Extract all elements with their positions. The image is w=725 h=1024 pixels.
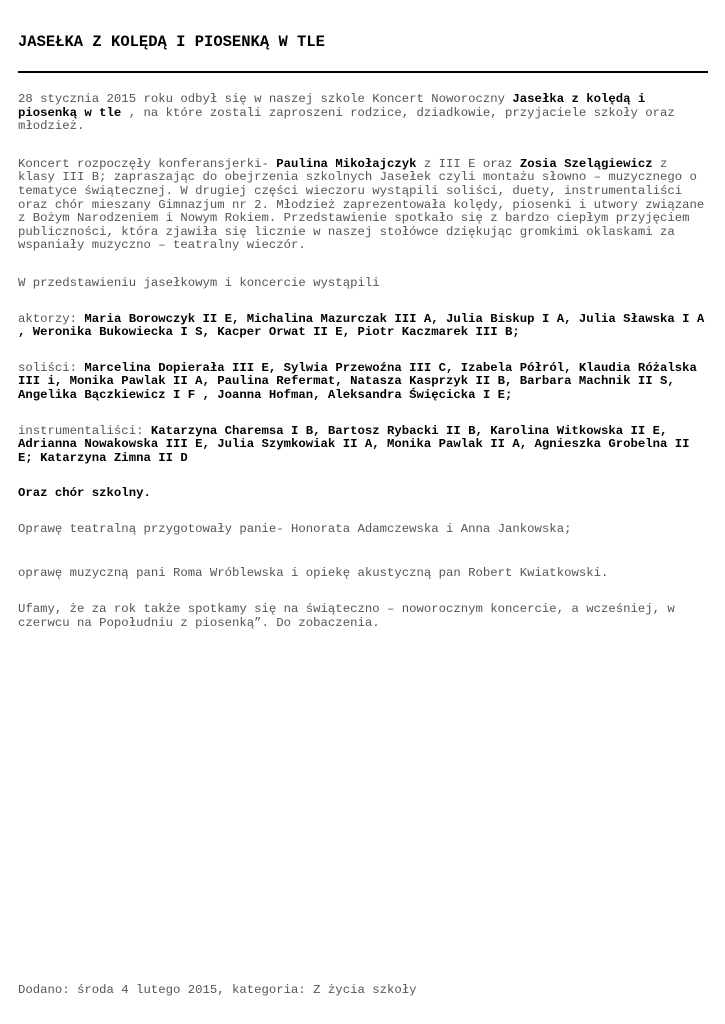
soloists-label: soliści: <box>18 360 85 375</box>
actors-label: aktorzy: <box>18 311 85 326</box>
music-design-paragraph: oprawę muzyczną pani Roma Wróblewska i opiekę akustyczną pan Robert Kwiatkowski. <box>18 566 609 581</box>
instrumentalists-paragraph <box>18 425 708 466</box>
actors-names: Maria Borowczyk II E, Michalina Mazurczak III A, Julia Biskup I A, Julia Sławska I A , Weronika Bukowiecka I S, Kacper Orwat II E, Piotr Kaczmarek III B; <box>18 311 705 340</box>
soloists-names: Marcelina Dopierała III E, Sylwia Przewoźna III C, Izabela Półról, Klaudia Różalska III i, Monika Pawlak II A, Paulina Refermat, Natasza Kasprzyk II B, Barbara Machnik II S, Angelika Bączkiewicz I F , Joanna Hofman, Aleksandra Święcicka I E; <box>18 360 697 402</box>
host-name-1: Paulina Mikołajczyk <box>276 156 417 171</box>
closing-paragraph: Ufamy, że za rok także spotkamy się na świąteczno – noworocznym koncercie, a wcześniej, w czerwcu na Popołudniu z piosenką”. Do zobaczenia. <box>18 602 675 630</box>
concert-text-3: z klasy III B; zapraszając do obejrzenia szkolnych Jasełek czyli montażu słowno – muzycznego o tematyce świątecznej. W drugiej części wieczoru wystąpili soliści, duety, instrumentaliści oraz chór mieszany Gimnazjum nr 2. Młodzież zaprezentowała kolędy, piosenki i utwory związane z Bożym Narodzeniem i Nowym Rokiem. Przedstawienie spotkało się z bardzo ciepłym przyjęciem publiczności, która zjawiła się licznie w naszej stołówce dziękując gromkimi oklaskami za wspaniały muzyczno – teatralny wieczór. <box>18 156 705 253</box>
intro-paragraph <box>18 93 708 134</box>
host-name-2: Zosia Szelągiewicz <box>519 156 653 171</box>
article-body <box>18 93 708 654</box>
event-name: Jasełka z kolędą i piosenką w tle <box>18 92 646 120</box>
concert-paragraph <box>18 158 708 253</box>
stage-design-paragraph: Oprawę teatralną przygotowały panie- Honorata Adamczewska i Anna Jankowska; <box>18 521 572 536</box>
choir-text: Oraz chór szkolny. <box>18 486 151 501</box>
title-divider <box>18 71 708 73</box>
article-title: JASEŁKA Z KOLĘDĄ I PIOSENKĄ W TLE <box>18 33 325 51</box>
concert-text-1: Koncert rozpoczęły konferansjerki- <box>18 156 277 171</box>
intro-text-2: , na które zostali zaproszeni rodzice, dziadkowie, przyjaciele szkoły oraz młodzież. <box>18 105 675 134</box>
post-footer: Dodano: środa 4 lutego 2015, kategoria: Z życia szkoły <box>18 983 417 997</box>
article-page <box>18 0 708 1024</box>
instrumentalists-label: instrumentaliści: <box>18 423 151 438</box>
intro-text-1: 28 stycznia 2015 roku odbył się w naszej szkole Koncert Noworoczny <box>18 92 513 106</box>
actors-paragraph <box>18 313 708 340</box>
instrumentalists-names: Katarzyna Charemsa I B, Bartosz Rybacki II B, Karolina Witkowska II E, Adrianna Nowakowska III E, Julia Szymkowiak II A, Monika Pawlak II A, Agnieszka Grobelna II E; Katarzyna Zimna II D <box>18 423 690 465</box>
performers-intro: W przedstawieniu jasełkowym i koncercie wystąpili <box>18 275 380 290</box>
concert-text-2: z III E oraz <box>416 156 520 171</box>
soloists-paragraph <box>18 362 708 403</box>
choir-paragraph <box>18 487 708 501</box>
